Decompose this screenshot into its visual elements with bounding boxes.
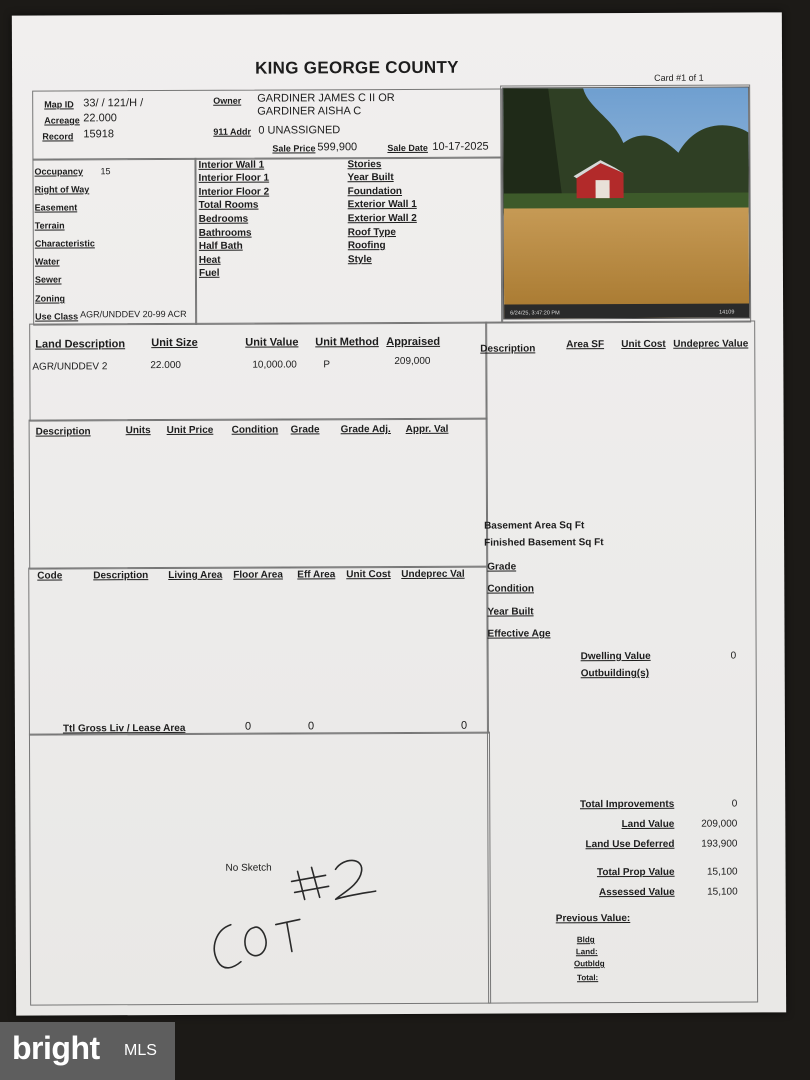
outbuilding-header-0: Description — [35, 426, 91, 438]
watermark-suffix: MLS — [124, 1042, 157, 1059]
building-field-b-3: Exterior Wall 1 — [347, 198, 417, 211]
owner-line-1: GARDINER JAMES C II OR — [257, 92, 395, 105]
total-value-2: 193,900 — [701, 838, 738, 850]
previous-value-label: Previous Value: — [555, 912, 631, 925]
outbuilding-header-6: Appr. Val — [405, 423, 449, 435]
total-value-0: 0 — [731, 798, 738, 810]
sale-date-value: 10-17-2025 — [432, 140, 489, 153]
building-field-b-2: Foundation — [347, 185, 403, 198]
previous-item-2: Outbldg — [573, 959, 605, 969]
total-label-3: Total Prop Value — [596, 866, 675, 879]
outbuilding-header-5: Grade Adj. — [340, 424, 391, 436]
building-field-0: Interior Wall 1 — [198, 159, 265, 171]
photo-id: 14109 — [719, 309, 735, 316]
gross-area-label: Ttl Gross Liv / Lease Area — [62, 722, 186, 735]
building-field-2: Interior Floor 2 — [198, 186, 270, 198]
improvement-header-2: Unit Cost — [621, 338, 666, 351]
addition-header-3: Floor Area — [233, 569, 283, 581]
addition-header-1: Description — [93, 570, 149, 582]
condition-field-2: Year Built — [487, 606, 534, 618]
gross-value-1: 0 — [244, 720, 252, 733]
site-field-6: Sewer — [34, 274, 62, 285]
acreage-label: Acreage — [44, 115, 80, 126]
sale-date-label: Sale Date — [387, 142, 428, 154]
photo-timestamp: 6/24/25, 3:47:20 PM — [510, 310, 560, 317]
addr-value: 0 UNASSIGNED — [258, 124, 341, 137]
outbuilding-header-4: Grade — [290, 424, 320, 436]
previous-item-0: Bldg — [576, 935, 595, 945]
land-cell-2: 10,000.00 — [252, 359, 297, 371]
site-field-8: Use Class — [35, 311, 79, 322]
site-field-1: Right of Way — [34, 184, 90, 195]
acreage-value: 22.000 — [83, 112, 117, 125]
sale-price-value: 599,900 — [317, 141, 358, 154]
no-sketch-text: No Sketch — [225, 862, 272, 874]
condition-field-1: Condition — [487, 583, 535, 595]
site-field-4: Characteristic — [34, 238, 95, 249]
land-cell-1: 22.000 — [150, 359, 181, 372]
building-field-1: Interior Floor 1 — [198, 172, 270, 184]
building-field-6: Half Bath — [198, 240, 243, 252]
card-number: Card #1 of 1 — [654, 72, 704, 83]
site-field-0: Occupancy — [34, 166, 84, 177]
improvement-header-1: Area SF — [566, 339, 605, 351]
record-label: Record — [42, 131, 74, 142]
use-class-value: AGR/UNDDEV 20-99 ACR — [80, 308, 187, 320]
owner-label: Owner — [213, 95, 242, 106]
land-header-3: Unit Method — [315, 336, 379, 349]
addition-header-5: Unit Cost — [346, 569, 391, 581]
record-value: 15918 — [83, 128, 114, 141]
land-cell-3: P — [323, 359, 331, 371]
previous-item-1: Land: — [575, 947, 598, 957]
land-header-1: Unit Size — [151, 336, 198, 350]
dwelling-value: 0 — [730, 650, 737, 662]
addition-header-2: Living Area — [168, 569, 223, 582]
addition-header-4: Eff Area — [297, 569, 336, 581]
building-field-b-5: Roof Type — [347, 227, 396, 239]
total-value-3: 15,100 — [706, 866, 738, 878]
building-field-8: Fuel — [198, 267, 220, 279]
total-label-2: Land Use Deferred — [585, 838, 675, 851]
condition-field-0: Grade — [487, 561, 517, 573]
additions-box — [28, 566, 489, 736]
watermark-brand: bright — [12, 1030, 100, 1066]
total-label-1: Land Value — [621, 818, 675, 831]
improvement-header-3: Undeprec Value — [673, 338, 749, 350]
dwelling-value-label: Dwelling Value — [580, 650, 651, 663]
building-field-5: Bathrooms — [198, 227, 252, 239]
site-field-7: Zoning — [35, 293, 66, 304]
total-label-0: Total Improvements — [579, 798, 675, 811]
gross-value-3: 0 — [460, 719, 468, 732]
outbuilding-header-1: Units — [125, 425, 151, 437]
owner-line-2: GARDINER AISHA C — [257, 105, 362, 118]
building-field-b-4: Exterior Wall 2 — [347, 212, 417, 225]
land-header-4: Appraised — [386, 335, 441, 349]
building-field-b-6: Roofing — [347, 240, 386, 252]
building-field-b-0: Stories — [347, 159, 382, 171]
land-header-2: Unit Value — [245, 336, 299, 349]
property-photo — [502, 86, 750, 319]
finished-basement-label: Finished Basement Sq Ft — [484, 537, 604, 549]
outbuildings-value-label: Outbuilding(s) — [580, 667, 650, 680]
improvement-header-0: Description — [480, 343, 536, 355]
handwritten-lot-2 — [195, 829, 396, 980]
addr-label: 911 Addr — [213, 126, 252, 137]
total-label-4: Assessed Value — [599, 886, 675, 899]
total-value-4: 15,100 — [707, 886, 738, 898]
outbuilding-header-3: Condition — [231, 424, 279, 436]
assessment-card — [12, 12, 786, 1015]
bright-mls-watermark — [0, 1022, 175, 1080]
map-id-value: 33/ / 121/H / — [83, 97, 144, 110]
land-cell-0: AGR/UNDDEV 2 — [32, 361, 108, 373]
addition-header-6: Undeprec Val — [401, 568, 465, 580]
map-id-label: Map ID — [44, 99, 74, 110]
total-value-1: 209,000 — [701, 818, 738, 830]
occupancy-value: 15 — [100, 166, 111, 177]
outbuilding-header-2: Unit Price — [166, 424, 214, 437]
building-field-4: Bedrooms — [198, 213, 249, 225]
gross-value-2: 0 — [307, 720, 315, 733]
site-field-5: Water — [34, 256, 60, 267]
page-title: KING GEORGE COUNTY — [255, 57, 459, 78]
land-cell-4: 209,000 — [394, 355, 431, 368]
outbuildings-box — [29, 418, 489, 570]
addition-header-0: Code — [37, 570, 63, 582]
building-field-b-1: Year Built — [347, 172, 394, 184]
site-field-3: Terrain — [34, 220, 65, 231]
basement-area-label: Basement Area Sq Ft — [484, 520, 585, 532]
building-field-7: Heat — [198, 254, 221, 266]
previous-item-3: Total: — [577, 973, 599, 983]
condition-field-3: Effective Age — [487, 628, 551, 640]
building-field-3: Total Rooms — [198, 199, 259, 211]
site-field-2: Easement — [34, 202, 78, 213]
sale-price-label: Sale Price — [272, 143, 316, 154]
land-header-0: Land Description — [35, 338, 126, 351]
building-field-b-7: Style — [347, 254, 372, 266]
